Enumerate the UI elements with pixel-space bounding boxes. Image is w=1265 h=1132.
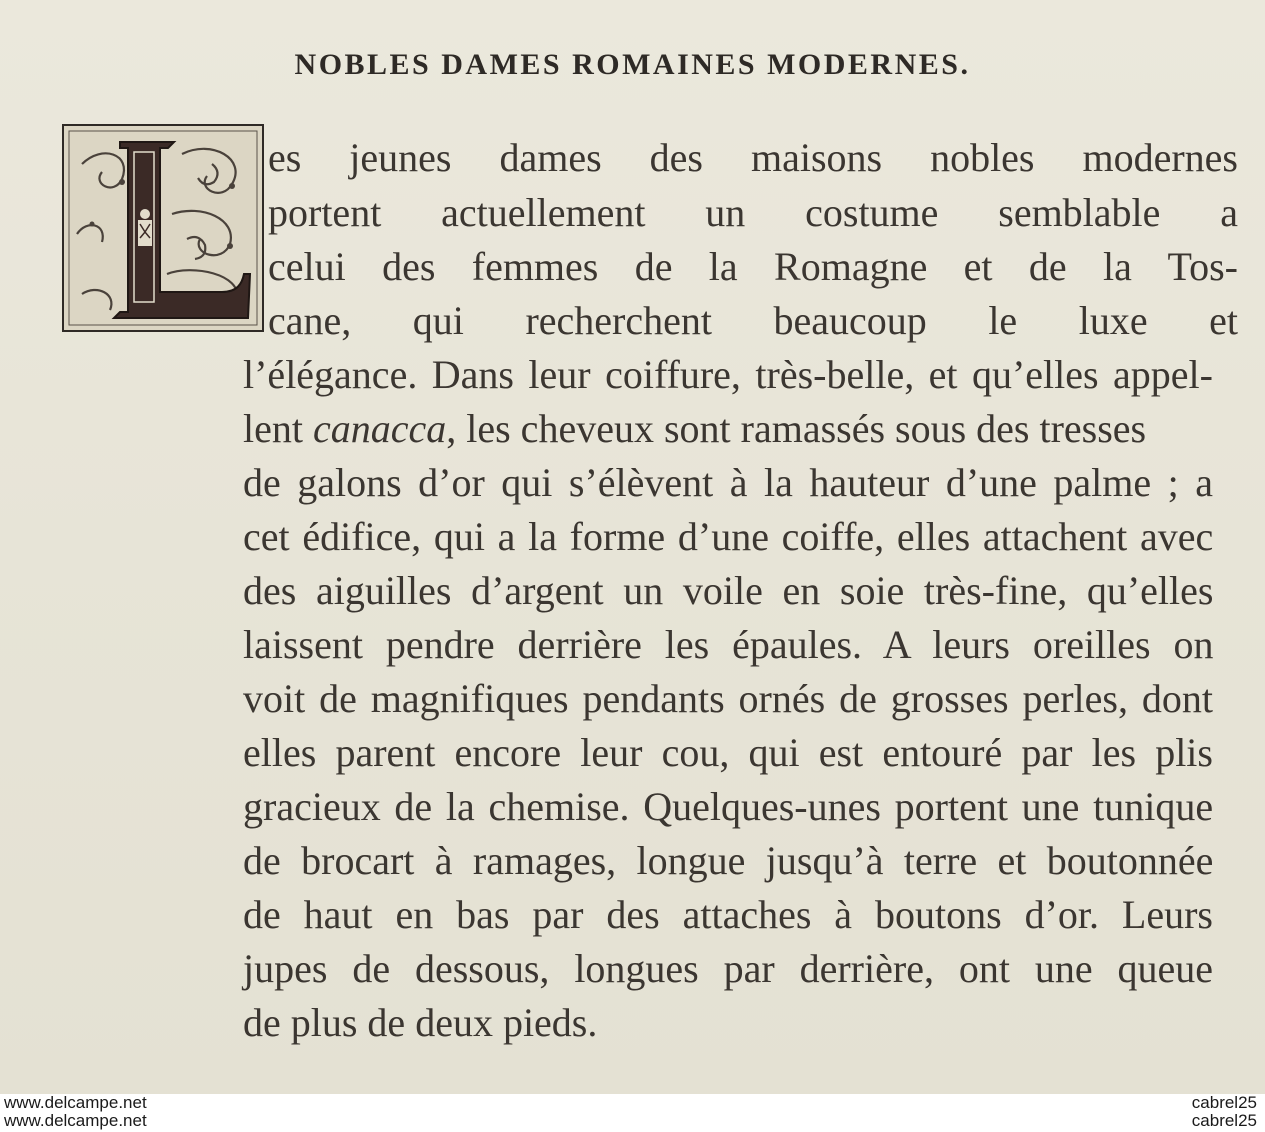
watermark-right bbox=[1192, 1094, 1257, 1130]
text-line-3: celui des femmes de la Romagne et de la Tos- bbox=[268, 244, 1238, 289]
text-line-17: de plus de deux pieds. bbox=[243, 1000, 598, 1045]
watermark-right-line-2: cabrel25 bbox=[1191, 1111, 1257, 1130]
watermark-left-line-1: www.delcampe.net bbox=[4, 1093, 147, 1112]
text-line-16: jupes de dessous, longues par derrière, ont une queue bbox=[243, 946, 1213, 991]
page-title: NOBLES DAMES ROMAINES MODERNES. bbox=[294, 48, 971, 81]
text-line-12: elles parent encore leur cou, qui est entouré par les plis bbox=[243, 730, 1213, 775]
text-line-5: l’élégance. Dans leur coiffure, très-belle, et qu’elles appel- bbox=[243, 352, 1213, 397]
text-span-lent: lent bbox=[243, 406, 303, 451]
text-span-les-cheveux: , les cheveux sont ramassés sous des tresses bbox=[446, 406, 1147, 451]
text-line-10: laissent pendre derrière les épaules. A leurs oreilles on bbox=[243, 622, 1214, 667]
text-line-9: des aiguilles d’argent un voile en soie très-fine, qu’elles bbox=[243, 568, 1214, 613]
text-line-11: voit de magnifiques pendants ornés de grosses perles, dont bbox=[243, 676, 1213, 721]
text-line-15: de haut en bas par des attaches à boutons d’or. Leurs bbox=[243, 892, 1213, 937]
text-line-4: cane, qui recherchent beaucoup le luxe et bbox=[268, 298, 1238, 343]
text-line-1: es jeunes dames des maisons nobles modernes bbox=[268, 135, 1238, 180]
text-line-8: cet édifice, qui a la forme d’une coiffe, elles attachent avec bbox=[243, 514, 1214, 559]
text-line-13: gracieux de la chemise. Quelques-unes portent une tunique bbox=[243, 784, 1214, 829]
watermark-right-line-1: cabrel25 bbox=[1191, 1093, 1257, 1112]
text-line-6 bbox=[243, 402, 1213, 456]
text-line-7: de galons d’or qui s’élèvent à la hauteur d’une palme ; a bbox=[243, 460, 1213, 505]
italic-term-canacca: canacca bbox=[312, 406, 447, 451]
text-line-14: de brocart à ramages, longue jusqu’à terre et boutonnée bbox=[243, 838, 1214, 883]
ornamental-dropcap-l bbox=[62, 124, 264, 332]
watermark-left-line-2: www.delcampe.net bbox=[4, 1111, 147, 1130]
text-line-2: portent actuellement un costume semblable a bbox=[268, 190, 1238, 235]
watermark-left bbox=[4, 1094, 147, 1130]
watermark-bar bbox=[0, 1094, 1265, 1132]
